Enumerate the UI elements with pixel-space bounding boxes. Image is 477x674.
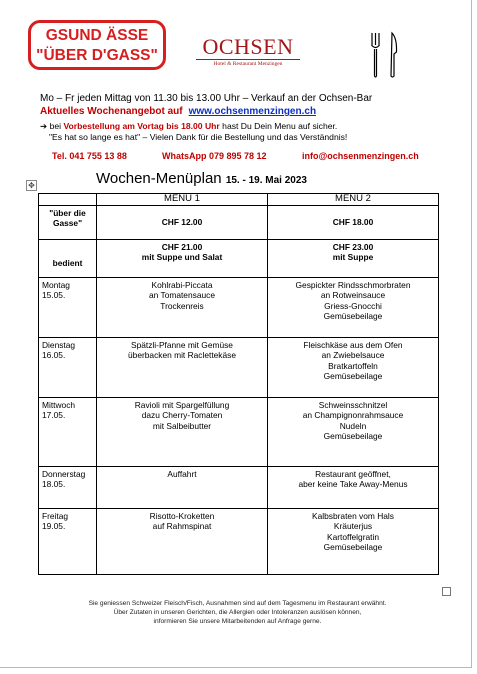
dish-line: Auffahrt xyxy=(167,468,197,479)
website-link[interactable]: www.ochsenmenzingen.ch xyxy=(188,106,317,117)
bedient-menu2 xyxy=(268,239,439,277)
header-blank xyxy=(39,194,97,206)
page-title xyxy=(96,170,307,187)
dish-line: Ravioli mit Spargelfüllung xyxy=(134,399,230,410)
menu1-cell xyxy=(97,337,268,397)
header-menu1: MENU 1 xyxy=(97,194,268,206)
preorder-text-c: hast Du Dein Menu auf sicher. xyxy=(222,121,338,131)
thanks-line: "Es hat so lange es hat" – Vielen Dank für die Bestellung und das Verständnis! xyxy=(49,132,348,142)
footer-line: Sie geniessen Schweizer Fleisch/Fisch, Ausnahmen sind auf dem Tagesmenu im Restaurant erwähnt. xyxy=(88,600,387,607)
table-header-row xyxy=(39,194,439,206)
dish-line: mit Salbeibutter xyxy=(152,420,212,431)
dish-line: Trockenreis xyxy=(160,300,204,311)
day-date: 15.05. xyxy=(42,290,66,300)
menu1-cell xyxy=(97,466,268,508)
dish-line: Gemüsebeilage xyxy=(323,542,383,552)
dish-line: auf Rahmspinat xyxy=(152,521,212,531)
footer-note xyxy=(40,599,435,626)
table-row xyxy=(39,397,439,466)
table-row xyxy=(39,466,439,508)
gasse-price-menu1: CHF 12.00 xyxy=(97,205,268,239)
dish-line: dazu Cherry-Tomaten xyxy=(141,410,223,420)
row-label-bedient: bedient xyxy=(39,239,97,277)
menu2-cell xyxy=(268,337,439,397)
gasse-price-menu2: CHF 18.00 xyxy=(268,205,439,239)
menu2-cell xyxy=(268,466,439,508)
day-name: Mittwoch xyxy=(42,399,76,410)
arrow-icon: ➔ xyxy=(40,121,48,131)
restaurant-name: OCHSEN xyxy=(202,34,294,59)
dish-line: Kalbsbraten vom Hals xyxy=(312,510,394,521)
day-date: 19.05. xyxy=(42,521,66,531)
day-name: Montag xyxy=(42,279,70,290)
header-menu2: MENU 2 xyxy=(268,194,439,206)
day-name: Dienstag xyxy=(42,339,76,350)
opening-hours: Mo – Fr jeden Mittag von 11.30 bis 13.00 Uhr – Verkauf an der Ochsen-Bar xyxy=(40,93,373,104)
bedient-menu1-price: CHF 21.00 xyxy=(161,241,203,252)
dish-line: Nudeln xyxy=(339,420,367,431)
menu2-cell xyxy=(268,277,439,337)
menu1-cell xyxy=(97,397,268,466)
dish-line: Gespickter Rindsschmorbraten xyxy=(295,279,411,290)
menu1-cell xyxy=(97,508,268,574)
title-dates: 15. - 19. Mai 2023 xyxy=(225,175,307,186)
day-date: 17.05. xyxy=(42,410,66,420)
dish-line: Gemüsebeilage xyxy=(323,371,383,381)
row-label-gasse xyxy=(39,205,97,239)
day-cell xyxy=(39,277,97,337)
day-date: 18.05. xyxy=(42,479,66,489)
dish-line: Kartoffelgratin xyxy=(327,531,379,542)
table-row-gasse xyxy=(39,205,439,239)
dish-line: Spätzli-Pfanne mit Gemüse xyxy=(131,339,233,350)
dish-line: überbacken mit Raclettekäse xyxy=(128,350,236,360)
ochsen-logo xyxy=(196,36,300,72)
menu1-cell xyxy=(97,277,268,337)
day-cell xyxy=(39,337,97,397)
day-name: Donnerstag xyxy=(42,468,86,479)
menu2-cell xyxy=(268,508,439,574)
dish-line: an Tomatensauce xyxy=(149,290,215,300)
title-main: Wochen-Menüplan xyxy=(96,170,222,187)
dish-line: Gemüsebeilage xyxy=(323,311,383,321)
day-date: 16.05. xyxy=(42,350,66,360)
dish-line: an Champignonrahmsauce xyxy=(302,410,404,420)
phone-number: Tel. 041 755 13 88 xyxy=(52,151,127,161)
dish-line: aber keine Take Away-Menus xyxy=(298,479,408,489)
logo-line1: GSUND ÄSSE xyxy=(45,27,149,44)
weekly-offer-label: Aktuelles Wochenangebot auf xyxy=(40,106,183,117)
preorder-line xyxy=(40,121,337,132)
bedient-menu2-price: CHF 23.00 xyxy=(332,241,374,252)
table-row xyxy=(39,337,439,397)
table-resize-handle[interactable] xyxy=(442,587,451,596)
table-row xyxy=(39,277,439,337)
restaurant-subtitle: Hotel & Restaurant Menzingen xyxy=(196,59,300,68)
gasse-label-1: "über die xyxy=(49,207,86,218)
dish-line: Schweinsschnitzel xyxy=(318,399,388,410)
gsund-logo xyxy=(28,20,166,70)
email-address[interactable]: info@ochsenmenzingen.ch xyxy=(302,151,419,161)
weekly-offer-line xyxy=(40,106,316,118)
logo-line2: "ÜBER D'GASS" xyxy=(36,47,158,64)
preorder-deadline: Vorbestellung am Vortag bis 18.00 Uhr xyxy=(63,121,220,131)
day-cell xyxy=(39,466,97,508)
dish-line: Gemüsebeilage xyxy=(323,431,383,441)
bedient-menu1 xyxy=(97,239,268,277)
cutlery-icon xyxy=(368,30,402,80)
preorder-text-a: bei xyxy=(49,121,62,131)
dish-line: Risotto-Kroketten xyxy=(149,510,215,521)
dish-line: Bratkartoffeln xyxy=(328,360,378,371)
whatsapp-number: WhatsApp 079 895 78 12 xyxy=(162,151,267,161)
table-row xyxy=(39,508,439,574)
table-row-bedient xyxy=(39,239,439,277)
menu2-cell xyxy=(268,397,439,466)
day-cell xyxy=(39,508,97,574)
menu-table xyxy=(38,193,439,575)
day-cell xyxy=(39,397,97,466)
dish-line: an Zwiebelsauce xyxy=(321,350,385,360)
gasse-label-2: Gasse" xyxy=(52,218,83,228)
dish-line: Fleischkäse aus dem Ofen xyxy=(303,339,403,350)
day-name: Freitag xyxy=(42,510,69,521)
dish-line: Kohlrabi-Piccata xyxy=(151,279,213,290)
dish-line: Griess-Gnocchi xyxy=(324,300,382,311)
dish-line: Restaurant geöffnet, xyxy=(315,468,391,479)
dish-line: Kräuterjus xyxy=(333,521,373,531)
bedient-menu1-note: mit Suppe und Salat xyxy=(141,252,223,262)
footer-line: informieren Sie unsere Mitarbeitenden auf Anfrage gerne. xyxy=(153,618,322,625)
footer-line: Über Zutaten in unseren Gerichten, die Allergien oder Intoleranzen auslösen können, xyxy=(113,609,362,616)
dish-line: an Rotweinsauce xyxy=(320,290,386,300)
move-handle-icon[interactable]: ✥ xyxy=(26,180,37,191)
bedient-menu2-note: mit Suppe xyxy=(332,252,374,262)
